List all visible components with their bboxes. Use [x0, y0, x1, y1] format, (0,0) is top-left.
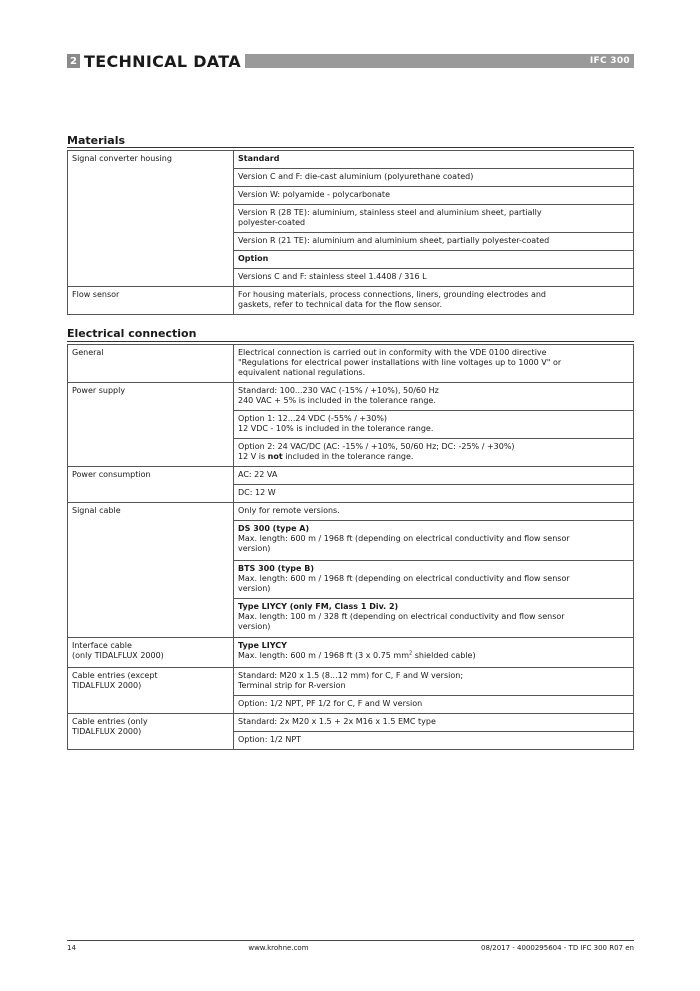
materials-table [67, 150, 634, 315]
signal-converter-housing-label: Signal converter housing [68, 151, 234, 287]
ce-only-standard-value: Standard: 2x M20 x 1.5 + 2x M16 x 1.5 EMC type [234, 714, 634, 732]
liycy-fm-line1: Max. length: 100 m / 328 ft (depending on electrical conductivity and flow sensor [238, 612, 565, 621]
table-row [68, 151, 634, 169]
bts300-value [234, 561, 634, 599]
table-row [68, 383, 634, 411]
page-header [67, 52, 634, 70]
versions-cf-option-value: Versions C and F: stainless steel 1.4408 / 316 L [234, 269, 634, 287]
ps-option2-line1: Option 2: 24 VAC/DC (AC: -15% / +10%, 50/60 Hz; DC: -25% / +30%) [238, 442, 515, 451]
website-link[interactable]: www.krohne.com [248, 944, 309, 952]
flow-sensor-line2: gaskets, refer to technical data for the flow sensor. [238, 300, 442, 309]
table-row [68, 467, 634, 485]
ps-option2-line2 [238, 452, 629, 462]
ps-option2-not: not [267, 452, 283, 461]
table-row [68, 638, 634, 668]
table-row [68, 503, 634, 521]
general-label: General [68, 345, 234, 383]
ce-option-value: Option: 1/2 NPT, PF 1/2 for C, F and W version [234, 696, 634, 714]
power-supply-option2 [234, 439, 634, 467]
electrical-section-rule [67, 341, 634, 342]
version-r28-line2: polyester-coated [238, 218, 306, 227]
ce-standard-value [234, 668, 634, 696]
general-line1: Electrical connection is carried out in conformity with the VDE 0100 directive [238, 348, 547, 357]
signal-cable-label: Signal cable [68, 503, 234, 638]
liycy-line [238, 651, 629, 661]
standard-heading: Standard [234, 151, 634, 169]
liycy-fm-value [234, 599, 634, 638]
version-cf-value: Version C and F: die-cast aluminium (polyurethane coated) [234, 169, 634, 187]
cable-entries-except-line2: TIDALFLUX 2000) [72, 681, 142, 690]
electrical-section-title: Electrical connection [67, 327, 197, 340]
ps-option1-line1: Option 1: 12...24 VDC (-55% / +30%) [238, 414, 388, 423]
ps-option2-post: included in the tolerance range. [282, 452, 414, 461]
general-line2: "Regulations for electrical power installations with line voltages up to 1000 V" or [238, 358, 562, 367]
bts300-line2: version) [238, 584, 271, 593]
flow-sensor-label: Flow sensor [68, 287, 234, 315]
chapter-number-badge: 2 [67, 54, 80, 68]
electrical-table [67, 344, 634, 750]
flow-sensor-value [234, 287, 634, 315]
liycy-line-post: shielded cable) [412, 651, 476, 660]
ps-standard-line1: Standard: 100...230 VAC (-15% / +10%), 50/60 Hz [238, 386, 439, 395]
table-row [68, 345, 634, 383]
version-r28-line1: Version R (28 TE): aluminium, stainless steel and aluminium sheet, partially [238, 208, 542, 217]
version-w-value: Version W: polyamide - polycarbonate [234, 187, 634, 205]
ds300-line1: Max. length: 600 m / 1968 ft (depending on electrical conductivity and flow sensor [238, 534, 570, 543]
power-consumption-ac: AC: 22 VA [234, 467, 634, 485]
bts300-heading: BTS 300 (type B) [238, 564, 314, 573]
liycy-fm-line2: version) [238, 622, 271, 631]
table-row [68, 287, 634, 315]
power-consumption-label: Power consumption [68, 467, 234, 503]
chapter-title: TECHNICAL DATA [84, 51, 241, 71]
power-supply-option1 [234, 411, 634, 439]
interface-label-line1: Interface cable [72, 641, 132, 650]
ds300-line2: version) [238, 544, 271, 553]
liycy-line-sup: 2 [408, 650, 413, 657]
ps-option2-pre: 12 V is [238, 452, 268, 461]
page-footer [67, 944, 634, 952]
option-heading: Option [234, 251, 634, 269]
flow-sensor-line1: For housing materials, process connections, liners, grounding electrodes and [238, 290, 546, 299]
liycy-fm-heading: Type LIYCY (only FM, Class 1 Div. 2) [238, 602, 399, 611]
version-r21-value: Version R (21 TE): aluminium and aluminium sheet, partially polyester-coated [234, 233, 634, 251]
ce-standard-line1: Standard: M20 x 1.5 (8...12 mm) for C, F and W version; [238, 671, 464, 680]
document-name: IFC 300 [589, 56, 630, 66]
ps-standard-line2: 240 VAC + 5% is included in the tolerance range. [238, 396, 436, 405]
ds300-heading: DS 300 (type A) [238, 524, 310, 533]
cable-entries-except-label [68, 668, 234, 714]
cable-entries-only-line1: Cable entries (only [72, 717, 148, 726]
ps-option1-line2: 12 VDC - 10% is included in the tolerance range. [238, 424, 434, 433]
power-supply-standard [234, 383, 634, 411]
interface-cable-value [234, 638, 634, 668]
cable-entries-only-label [68, 714, 234, 750]
document-reference: 08/2017 - 4000295604 - TD IFC 300 R07 en [480, 944, 634, 952]
interface-label-line2: (only TIDALFLUX 2000) [72, 651, 164, 660]
footer-rule [67, 940, 634, 941]
signal-cable-remote: Only for remote versions. [234, 503, 634, 521]
materials-section-title: Materials [67, 134, 126, 147]
liycy-heading: Type LIYCY [238, 641, 287, 650]
power-consumption-dc: DC: 12 W [234, 485, 634, 503]
liycy-line-pre: Max. length: 600 m / 1968 ft (3 x 0.75 mm [238, 651, 409, 660]
materials-section-rule [67, 147, 634, 148]
cable-entries-only-line2: TIDALFLUX 2000) [72, 727, 142, 736]
interface-cable-label [68, 638, 234, 668]
page-number: 14 [67, 944, 76, 952]
bts300-line1: Max. length: 600 m / 1968 ft (depending on electrical conductivity and flow sensor [238, 574, 570, 583]
power-supply-label: Power supply [68, 383, 234, 467]
ce-standard-line2: Terminal strip for R-version [238, 681, 346, 690]
general-line3: equivalent national regulations. [238, 368, 366, 377]
table-row [68, 714, 634, 732]
ds300-value [234, 521, 634, 561]
table-row [68, 668, 634, 696]
header-bar [245, 54, 634, 68]
cable-entries-except-line1: Cable entries (except [72, 671, 158, 680]
version-r28-value [234, 205, 634, 233]
ce-only-option-value: Option: 1/2 NPT [234, 732, 634, 750]
general-value [234, 345, 634, 383]
